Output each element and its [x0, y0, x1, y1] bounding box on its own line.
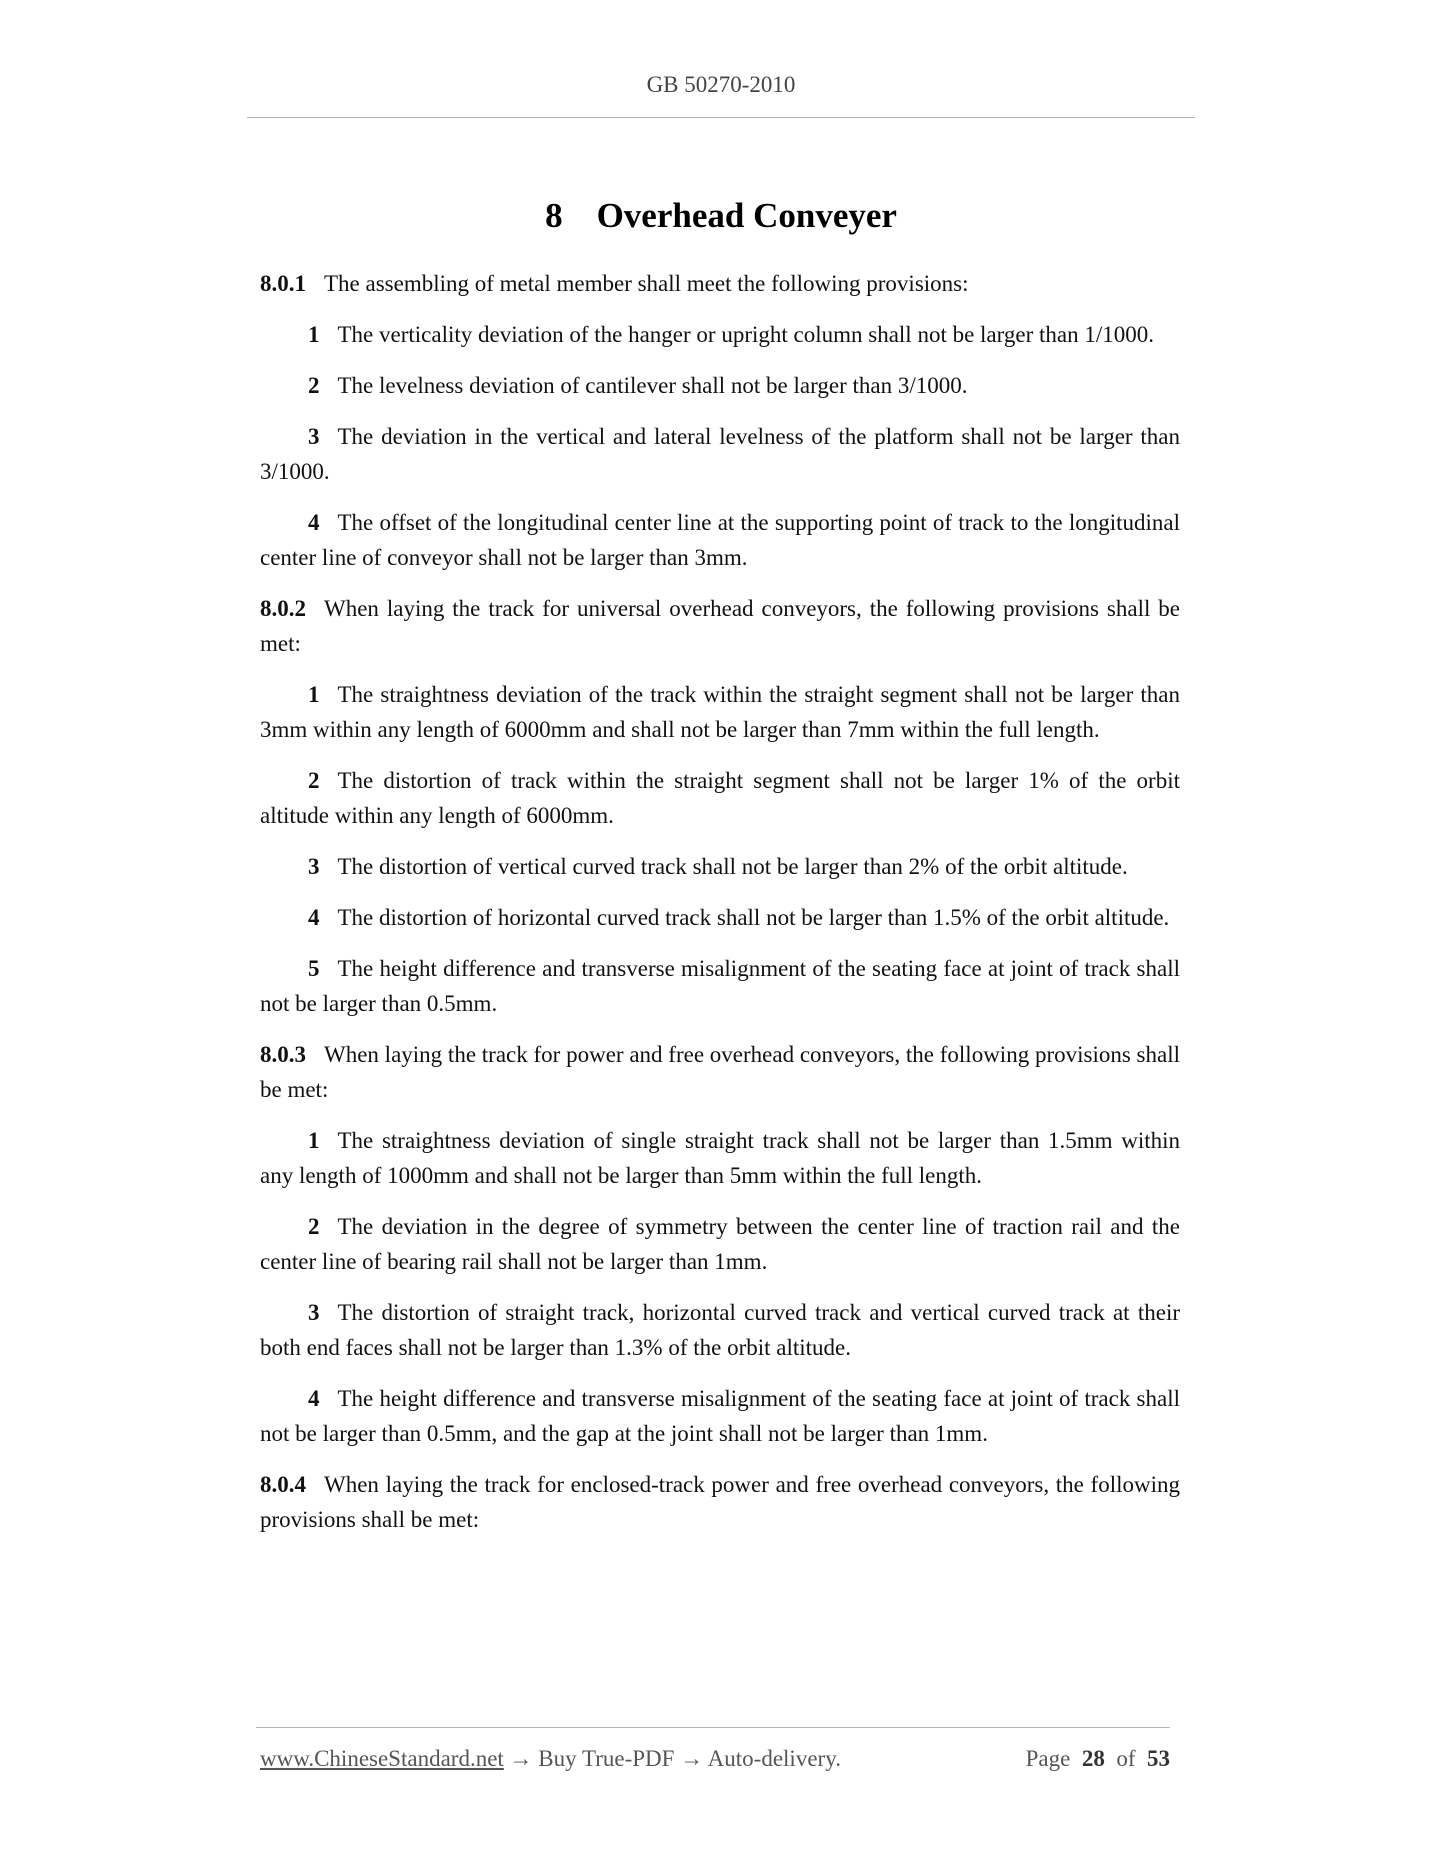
arrow-right-icon: → — [509, 1746, 533, 1771]
document-body — [260, 266, 1180, 1553]
item-text: The deviation in the vertical and lateral levelness of the platform shall not be larger than 3/1000. — [260, 424, 1180, 484]
item-number: 5 — [308, 956, 320, 981]
running-header: GB 50270-2010 — [646, 72, 796, 97]
list-item — [260, 677, 1180, 747]
header-divider — [247, 117, 1195, 118]
list-item — [260, 763, 1180, 833]
list-item — [260, 419, 1180, 489]
clause-8-0-4 — [260, 1467, 1180, 1537]
page-total: 53 — [1147, 1746, 1170, 1771]
page-of-label: of — [1116, 1746, 1136, 1771]
list-item — [260, 505, 1180, 575]
clause-number: 8.0.4 — [260, 1472, 306, 1497]
auto-delivery-text: Auto-delivery. — [707, 1746, 841, 1771]
section-number: 8 — [545, 196, 563, 235]
list-item — [260, 1381, 1180, 1451]
item-text: The distortion of track within the straight segment shall not be larger 1% of the orbit altitude within any length of 6000mm. — [260, 768, 1180, 828]
list-item — [260, 368, 1180, 403]
list-item — [260, 849, 1180, 884]
clause-text: When laying the track for power and free overhead conveyors, the following provisions shall be met: — [260, 1042, 1180, 1102]
section-title — [247, 196, 1195, 236]
page-label: Page — [1025, 1746, 1071, 1771]
clause-number: 8.0.2 — [260, 596, 306, 621]
item-text: The distortion of horizontal curved track shall not be larger than 1.5% of the orbit altitude. — [337, 905, 1170, 930]
item-text: The distortion of vertical curved track shall not be larger than 2% of the orbit altitude. — [337, 854, 1128, 879]
item-text: The height difference and transverse misalignment of the seating face at joint of track shall not be larger than 0.5mm. — [260, 956, 1180, 1016]
clause-number: 8.0.1 — [260, 271, 306, 296]
clause-8-0-1 — [260, 266, 1180, 301]
item-text: The distortion of straight track, horizontal curved track and vertical curved track at their both end faces shall not be larger than 1.3% of the orbit altitude. — [260, 1300, 1180, 1360]
clause-8-0-3 — [260, 1037, 1180, 1107]
buy-pdf-text: Buy True-PDF — [538, 1746, 675, 1771]
clause-8-0-2 — [260, 591, 1180, 661]
list-item — [260, 1295, 1180, 1365]
list-item — [260, 951, 1180, 1021]
item-number: 3 — [308, 854, 320, 879]
list-item — [260, 317, 1180, 352]
item-number: 1 — [308, 1128, 320, 1153]
item-number: 2 — [308, 373, 320, 398]
item-number: 2 — [308, 768, 320, 793]
page-indicator — [1026, 1746, 1170, 1772]
item-number: 4 — [308, 905, 320, 930]
item-number: 3 — [308, 424, 320, 449]
arrow-right-icon: → — [680, 1746, 704, 1771]
item-number: 4 — [308, 510, 320, 535]
item-number: 1 — [308, 322, 320, 347]
item-text: The deviation in the degree of symmetry between the center line of traction rail and the center line of bearing rail shall not be larger than 1mm. — [260, 1214, 1180, 1274]
item-text: The verticality deviation of the hanger or upright column shall not be larger than 1/1000. — [337, 322, 1154, 347]
page-current: 28 — [1081, 1746, 1105, 1771]
item-text: The straightness deviation of single straight track shall not be larger than 1.5mm within any length of 1000mm and shall not be larger than 5mm within the full length. — [260, 1128, 1180, 1188]
clause-text: When laying the track for universal overhead conveyors, the following provisions shall be met: — [260, 596, 1180, 656]
list-item — [260, 1123, 1180, 1193]
item-text: The offset of the longitudinal center line at the supporting point of track to the longitudinal center line of conveyor shall not be larger than 3mm. — [260, 510, 1180, 570]
item-number: 3 — [308, 1300, 320, 1325]
site-link[interactable]: www.ChineseStandard.net — [260, 1746, 504, 1771]
item-text: The levelness deviation of cantilever shall not be larger than 3/1000. — [337, 373, 968, 398]
item-text: The straightness deviation of the track within the straight segment shall not be larger than 3mm within any length of 6000mm and shall not be larger than 7mm within the full length. — [260, 682, 1180, 742]
clause-text: The assembling of metal member shall meet the following provisions: — [324, 271, 969, 296]
clause-text: When laying the track for enclosed-track power and free overhead conveyors, the following provisions shall be met: — [260, 1472, 1180, 1532]
item-number: 4 — [308, 1386, 320, 1411]
section-title-text: Overhead Conveyer — [596, 196, 897, 235]
item-text: The height difference and transverse misalignment of the seating face at joint of track shall not be larger than 0.5mm, and the gap at the joint shall not be larger than 1mm. — [260, 1386, 1180, 1446]
list-item — [260, 1209, 1180, 1279]
page-footer — [260, 1746, 1170, 1772]
clause-number: 8.0.3 — [260, 1042, 306, 1067]
footer-divider — [256, 1727, 1170, 1728]
item-number: 1 — [308, 682, 320, 707]
list-item — [260, 900, 1180, 935]
item-number: 2 — [308, 1214, 320, 1239]
